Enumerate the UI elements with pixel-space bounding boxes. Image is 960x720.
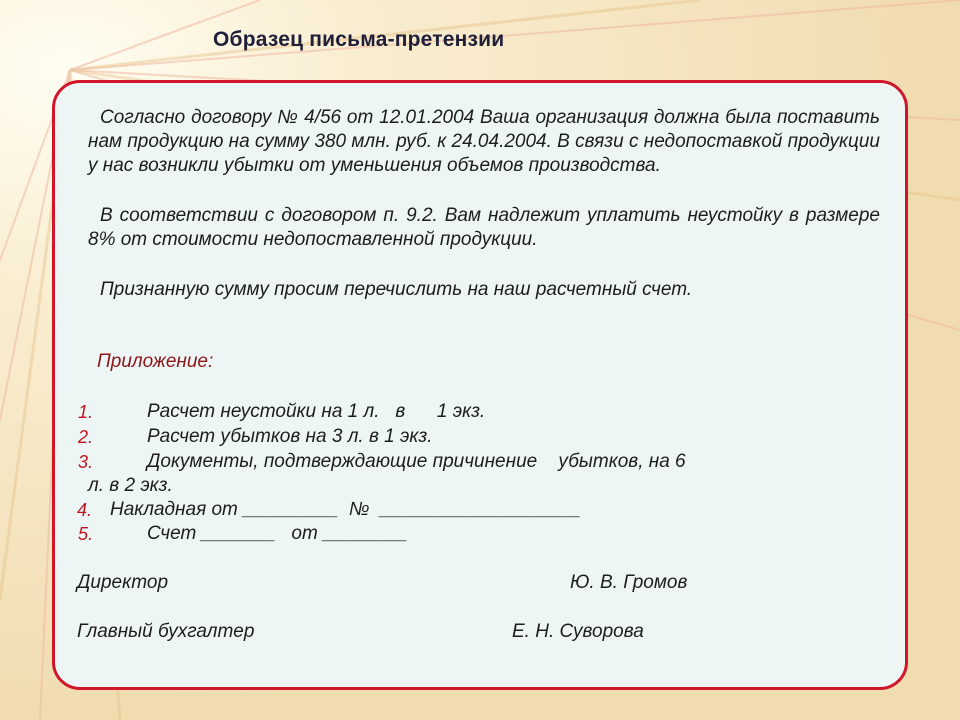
item-number: 4. [77,500,93,520]
letter-paragraph-2: В соответствии с договором п. 9.2. Вам надлежит уплатить неустойку в размере 8% от стоимости недопоставленной продукции. [88,205,880,250]
letter-paragraph-1: Согласно договору № 4/56 от 12.01.2004 Ваша организация должна была поставить нам продукцию на сумму 380 млн. руб. к 24.04.2004. В связи с недопоставкой продукции у нас возникли убытки от уменьшения объемов производства. [88,107,880,176]
letter-paragraph-3: Признанную сумму просим перечислить на наш расчетный счет. [100,279,693,300]
signature-role-accountant: Главный бухгалтер [77,621,255,642]
signature-name-accountant: Е. Н. Суворова [512,621,644,642]
annex-item-continuation: л. в 2 экз. [88,475,173,496]
page-title: Образец письма-претензии [213,28,505,51]
signature-role-director: Директор [77,572,169,593]
item-number: 2. [78,427,94,447]
annex-item: Расчет убытков на 3 л. в 1 экз. [147,426,433,447]
annex-item: Счет _______ от ________ [147,523,408,544]
item-number: 3. [78,452,94,472]
annex-item: Документы, подтверждающие причинение убытков, на 6 [147,451,686,472]
annex-item: Расчет неустойки на 1 л. в 1 экз. [147,401,486,422]
item-number: 5. [78,524,94,544]
signature-name-director: Ю. В. Громов [570,572,688,593]
item-number: 1. [78,402,94,422]
annex-label: Приложение: [97,351,214,372]
annex-item: Накладная от _________ № ___________________ [110,499,581,520]
